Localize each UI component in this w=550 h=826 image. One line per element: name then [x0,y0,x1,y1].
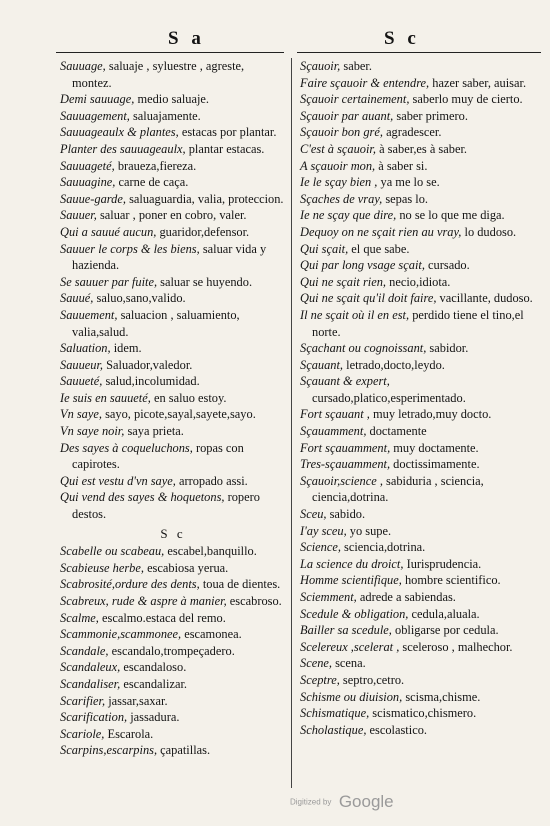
dictionary-entry [60,58,286,91]
entry-definition: ropas con capirotes. [72,440,244,472]
dictionary-entry [60,174,286,191]
entry-headword: Scandale, [60,643,109,658]
dictionary-entry [60,357,286,374]
entry-definition: saluar se huyendo. [160,274,253,289]
entry-headword: Scalme, [60,610,99,625]
entry-definition: doctissimamente. [393,457,480,472]
entry-definition: cursado. [428,258,470,273]
digitized-footer [290,792,394,812]
entry-definition: scena. [335,656,366,671]
entry-definition: hazer saber, auisar. [432,75,527,90]
dictionary-entry [300,108,545,125]
dictionary-entry [60,390,286,407]
entry-definition: agradescer. [386,125,442,140]
entry-headword: Scabrosité,ordure des dents, [60,577,200,592]
entry-definition: vacillante, dudoso. [439,291,533,306]
entry-headword: Il ne sçait où il en est, [300,307,410,322]
entry-headword: Schisme ou diuision, [300,689,403,704]
entry-definition: saya prieta. [127,424,184,439]
left-column [60,58,286,759]
entry-headword: Fort sçauamment, [300,440,391,455]
dictionary-entry [60,473,286,490]
entry-headword: Scandaleux, [60,660,121,675]
entry-headword: Qui vend des sayes & hoquetons, [60,490,225,505]
entry-headword: Sauuement, [60,307,118,322]
entry-headword: Qui a sauué aucun, [60,224,157,239]
dictionary-entry [300,257,545,274]
entry-definition: çapatillas. [160,743,211,758]
google-logo-text: Google [338,792,394,811]
entry-headword: Scandaliser, [60,676,121,691]
entry-headword: Scene, [300,656,332,671]
entry-headword: Sauueur, [60,357,104,372]
entry-headword: Scammonie,scammonee, [60,627,182,642]
entry-headword: Qui sçait, [300,241,349,256]
dictionary-entry [60,373,286,390]
entry-headword: Scarpins,escarpins, [60,743,158,758]
entry-definition: sabidor. [429,341,469,356]
entry-definition: scismatico,chismero. [372,706,477,721]
dictionary-entry [300,241,545,258]
header-rule-left [56,52,284,53]
entry-headword: Homme scientifique, [300,573,402,588]
entry-headword: Faire sçauoir & entendre, [300,75,430,90]
entry-definition: necio,idiota. [389,274,451,289]
entry-headword: Sauuageté, [60,158,115,173]
dictionary-entry [60,543,286,560]
entry-headword: Scabelle ou scabeau, [60,544,165,559]
entry-definition: cedula,aluala. [411,606,480,621]
dictionary-entry [300,456,545,473]
dictionary-entry [300,141,545,158]
entry-definition: idem. [113,341,142,356]
entry-definition: hombre scientifico. [404,573,501,588]
dictionary-entry [300,423,545,440]
dictionary-entry [300,174,545,191]
dictionary-entry [300,556,545,573]
entry-headword: Ie le sçay bien , [300,175,378,190]
entry-headword: Sçauoir certainement, [300,92,410,107]
dictionary-entry [60,91,286,108]
dictionary-entry [60,224,286,241]
dictionary-entry [300,124,545,141]
entry-headword: Scelereux ,scelerat , [300,639,400,654]
dictionary-entry [300,91,545,108]
dictionary-entry [300,440,545,457]
dictionary-entry [300,75,545,92]
entry-headword: Qui par long vsage sçait, [300,258,425,273]
entry-headword: Tres-sçauamment, [300,457,391,472]
entry-headword: C'est à sçauoir, [300,141,376,156]
dictionary-entry [300,689,545,706]
dictionary-entry [300,572,545,589]
entry-headword: Qui ne sçait qu'il doit faire, [300,291,437,306]
dictionary-entry [60,659,286,676]
entry-definition: obligarse por cedula. [395,623,499,638]
entry-definition: doctamente [369,424,427,439]
entry-definition: salud,incolumidad. [105,374,200,389]
dictionary-entry [60,676,286,693]
dictionary-entry [300,307,545,340]
header-rule-right [297,52,541,53]
entry-definition: Escarola. [107,726,154,741]
digitized-label: Digitized by [290,797,332,807]
entry-definition: saluajamente. [132,108,201,123]
entry-headword: Sauueté, [60,374,103,389]
entry-definition: scisma,chisme. [405,689,481,704]
entry-headword: Fort sçauant , [300,407,370,422]
entry-definition: ropero destos. [72,490,260,522]
entry-headword: Saluation, [60,341,111,356]
column-divider [291,58,292,788]
entry-headword: Se sauuer par fuite, [60,274,158,289]
entry-headword: Sceptre, [300,672,340,687]
dictionary-entry [300,357,545,374]
entry-headword: Planter des sauuageaulx, [60,141,186,156]
dictionary-entry [300,606,545,623]
entry-definition: saluacion , saluamiento, valia,salud. [72,307,240,339]
dictionary-entry [300,539,545,556]
entry-definition: sayo, picote,sayal,sayete,sayo. [105,407,256,422]
entry-headword: Sciemment, [300,590,357,604]
entry-headword: Sçauant, [300,357,344,372]
entry-headword: Science, [300,540,341,555]
entry-definition: escamonea. [184,627,242,642]
entry-definition: plantar estacas. [188,141,265,156]
entry-headword: Sauuer, [60,208,97,223]
entry-definition: muy letrado,muy docto. [372,407,492,422]
dictionary-entry [300,622,545,639]
entry-headword: I'ay sceu, [300,523,347,538]
right-column [300,58,545,738]
dictionary-entry [60,207,286,224]
entry-headword: Dequoy on ne sçait rien au vray, [300,224,462,239]
entry-headword: Sauuagine, [60,175,116,190]
entry-definition: escabiosa yerua. [147,560,229,575]
entry-definition: saber primero. [396,108,468,123]
entry-definition: jassar,saxar. [108,693,168,708]
dictionary-entry [60,307,286,340]
dictionary-entry [300,639,545,656]
entry-definition: saluaguardia, valia, proteccion. [129,191,284,206]
entry-definition: escandalo,trompeçadero. [111,643,235,658]
entry-definition: estacas por plantar. [181,125,277,140]
dictionary-entry [60,274,286,291]
header-right-guide: S c [384,28,420,49]
page-header [0,28,550,54]
entry-headword: A sçauoir mon, [300,158,376,173]
entry-definition: escandaloso. [123,660,187,675]
entry-headword: Des sayes à coqueluchons, [60,440,193,455]
entry-definition: medio saluaje. [137,92,210,107]
dictionary-entry [300,672,545,689]
dictionary-entry [60,440,286,473]
entry-definition: guaridor,defensor. [159,224,250,239]
dictionary-entry [300,340,545,357]
entry-definition: saluar , poner en cobro, valer. [99,208,247,223]
entry-headword: Scarification, [60,710,128,725]
dictionary-entry [60,108,286,125]
entry-headword: Schismatique, [300,706,370,721]
dictionary-entry [60,423,286,440]
entry-definition: no se lo que me diga. [399,208,505,223]
entry-definition: perdido tiene el tino,el norte. [312,307,524,339]
entry-headword: La science du droict, [300,556,404,571]
entry-headword: Scarifier, [60,693,106,708]
dictionary-entry [60,643,286,660]
entry-headword: Sauuageaulx & plantes, [60,125,179,140]
dictionary-entry [300,473,545,506]
dictionary-entry [300,290,545,307]
dictionary-entry [300,373,545,406]
entry-headword: Sçauamment, [300,424,367,439]
dictionary-entry [60,406,286,423]
dictionary-entry [60,191,286,208]
section-heading: S c [160,525,186,541]
entry-definition: saber. [343,59,372,73]
dictionary-entry [300,406,545,423]
entry-definition: braueza,fiereza. [117,158,197,173]
entry-definition: cursado,platico,esperimentado. [312,390,466,405]
dictionary-entry [60,693,286,710]
entry-definition: saluar vida y hazienda. [72,241,267,273]
entry-headword: Qui est vestu d'vn saye, [60,473,176,488]
dictionary-entry [300,207,545,224]
entry-definition: jassadura. [130,710,180,725]
entry-definition: saberlo muy de cierto. [412,92,523,107]
entry-definition: escandalizar. [123,676,187,691]
dictionary-entry [60,742,286,759]
dictionary-entry [60,593,286,610]
dictionary-entry [60,340,286,357]
entry-headword: Sceu, [300,507,327,522]
entry-headword: Sçauant & expert, [300,374,390,389]
entry-headword: Scabieuse herbe, [60,560,144,575]
entry-definition: escabroso. [229,594,282,608]
entry-definition: toua de dientes. [202,577,281,592]
dictionary-entry [60,141,286,158]
dictionary-entry [300,274,545,291]
dictionary-entry [300,58,545,75]
entry-headword: Scariole, [60,726,105,741]
dictionary-entry [60,124,286,141]
entry-definition: ya me lo se. [380,175,440,190]
entry-definition: septro,cetro. [342,672,405,687]
entry-definition: sepas lo. [385,191,429,206]
entry-definition: muy doctamente. [393,440,479,455]
entry-headword: Demi sauuage, [60,92,135,107]
entry-definition: sabido. [329,507,366,522]
entry-definition: Saluador,valedor. [106,357,193,372]
entry-definition: el que sabe. [351,241,410,256]
entry-definition: Iurisprudencia. [406,556,482,571]
dictionary-entry [60,726,286,743]
entry-headword: Ie ne sçay que dire, [300,208,397,223]
entry-headword: Sçauoir par auant, [300,108,394,123]
dictionary-entry [300,655,545,672]
entry-definition: yo supe. [349,523,392,538]
entry-definition: sciencia,dotrina. [344,540,426,555]
entry-definition: en saluo estoy. [153,390,227,405]
entry-headword: Sçauoir, [300,59,341,73]
entry-headword: Sçauoir,science , [300,473,383,488]
dictionary-entry [60,241,286,274]
entry-definition: escolastico. [369,722,427,737]
entry-definition: saluaje , syluestre , agreste, montez. [72,59,245,90]
entry-definition: à saber,es à saber. [379,141,467,156]
dictionary-entry [300,589,545,606]
entry-definition: letrado,docto,leydo. [346,357,445,372]
header-left-guide: S a [168,28,205,49]
dictionary-entry [60,709,286,726]
entry-definition: lo dudoso. [464,224,517,239]
dictionary-entry [60,576,286,593]
dictionary-entry [60,158,286,175]
entry-headword: Scholastique, [300,722,367,737]
dictionary-entry [300,506,545,523]
entry-headword: Scedule & obligation, [300,606,409,621]
entry-definition: sabiduria , sciencia, ciencia,dotrina. [312,473,484,505]
dictionary-entry [300,224,545,241]
dictionary-entry [300,523,545,540]
entry-definition: escalmo.estaca del remo. [102,610,226,625]
entry-headword: Sauuage, [60,59,106,73]
entry-definition: carne de caça. [118,175,189,190]
entry-headword: Sauuer le corps & les biens, [60,241,200,256]
entry-headword: Ie suis en sauueté, [60,390,151,405]
entry-definition: arropado assi. [178,473,248,488]
dictionary-entry [300,191,545,208]
entry-headword: Sauué, [60,291,94,306]
entry-definition: à saber si. [378,158,428,173]
entry-headword: Bailler sa scedule, [300,623,392,638]
entry-headword: Sçaches de vray, [300,191,383,206]
entry-definition: escabel,banquillo. [167,544,257,559]
entry-definition: sceleroso , malhechor. [402,639,513,654]
entry-headword: Qui ne sçait rien, [300,274,387,289]
entry-headword: Vn saye noir, [60,424,125,439]
dictionary-entry [60,489,286,522]
entry-headword: Sauue-garde, [60,191,126,206]
entry-headword: Sauuagement, [60,108,130,123]
dictionary-entry [60,626,286,643]
entry-definition: saluo,sano,valido. [96,291,186,306]
dictionary-entry [60,290,286,307]
entry-definition: adrede a sabiendas. [359,590,456,604]
entry-headword: Vn saye, [60,407,102,422]
dictionary-entry [300,705,545,722]
dictionary-entry [60,560,286,577]
entry-headword: Scabreux, rude & aspre à manier, [60,594,227,608]
dictionary-entry [300,722,545,739]
dictionary-entry [300,158,545,175]
dictionary-entry [60,610,286,627]
entry-headword: Sçauoir bon gré, [300,125,383,140]
entry-headword: Sçachant ou cognoissant, [300,341,427,356]
